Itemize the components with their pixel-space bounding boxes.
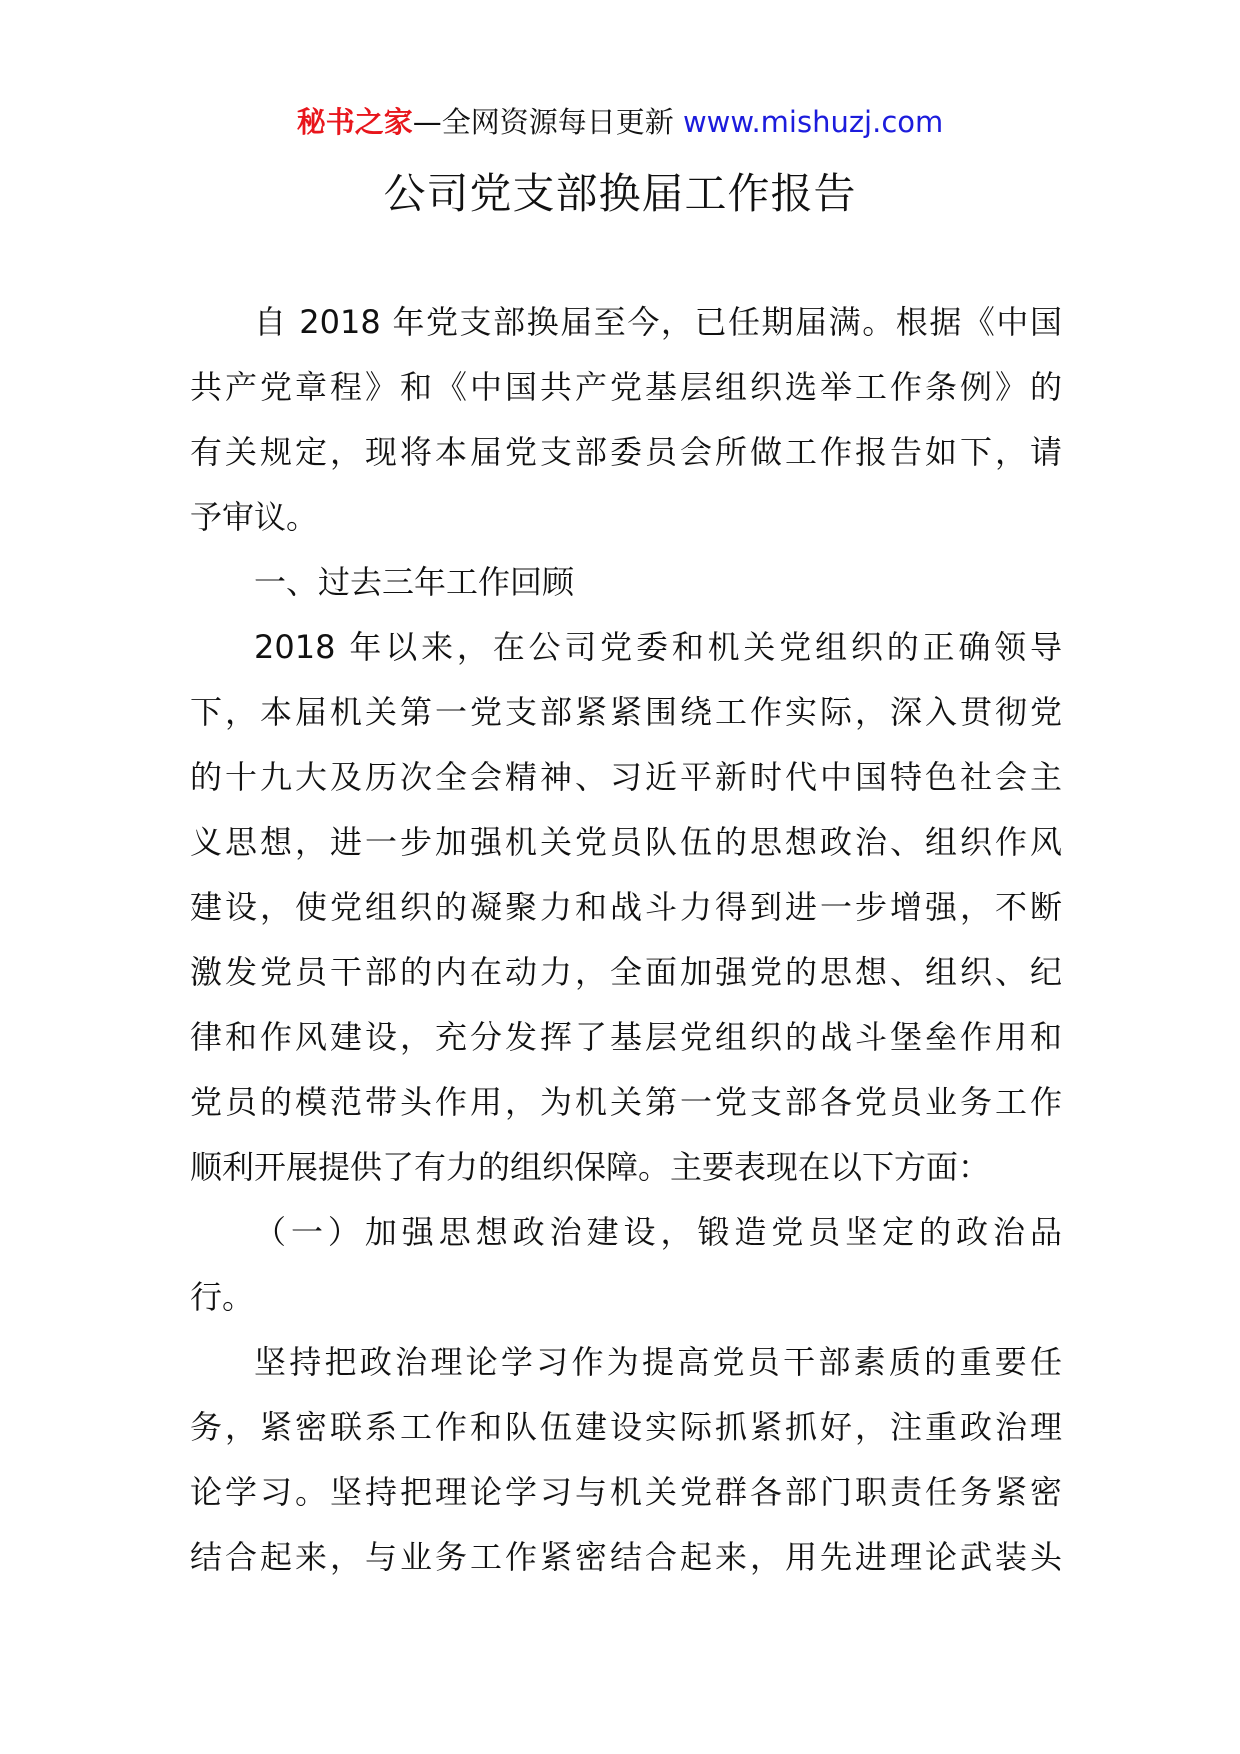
paragraph-line: 律和作风建设，充分发挥了基层党组织的战斗堡垒作用和	[190, 1018, 1062, 1056]
banner-brand: 秘书之家	[296, 105, 413, 139]
paragraph-line: 务，紧密联系工作和队伍建设实际抓紧抓好，注重政治理	[190, 1408, 1062, 1446]
paragraph-line: 予审议。	[190, 498, 319, 536]
paragraph-line: 结合起来，与业务工作紧密结合起来，用先进理论武装头	[190, 1538, 1062, 1576]
paragraph-line: 2018 年以来，在公司党委和机关党组织的正确领导	[254, 628, 1062, 666]
section-heading: 一、过去三年工作回顾	[254, 563, 575, 601]
subsection-heading-cont: 行。	[190, 1278, 255, 1316]
paragraph-line: 党员的模范带头作用，为机关第一党支部各党员业务工作	[190, 1083, 1062, 1121]
paragraph-line: 论学习。坚持把理论学习与机关党群各部门职责任务紧密	[190, 1473, 1062, 1511]
paragraph-line: 激发党员干部的内在动力，全面加强党的思想、组织、纪	[190, 953, 1062, 991]
document-body	[190, 290, 1062, 1590]
paragraph-line: 共产党章程》和《中国共产党基层组织选举工作条例》的	[190, 368, 1062, 406]
paragraph-line: 有关规定，现将本届党支部委员会所做工作报告如下，请	[190, 433, 1062, 471]
banner-slogan: —全网资源每日更新	[412, 105, 683, 139]
paragraph-line: 建设，使党组织的凝聚力和战斗力得到进一步增强，不断	[190, 888, 1062, 926]
paragraph-line: 自 2018 年党支部换届至今，已任期届满。根据《中国	[254, 303, 1062, 341]
document-title: 公司党支部换届工作报告	[383, 169, 857, 218]
paragraph-line: 的十九大及历次全会精神、习近平新时代中国特色社会主	[190, 758, 1062, 796]
subsection-heading: （一）加强思想政治建设，锻造党员坚定的政治品	[254, 1213, 1062, 1251]
banner-url-link[interactable]: www.mishuzj.com	[682, 105, 944, 139]
site-banner	[0, 102, 1240, 142]
paragraph-line: 顺利开展提供了有力的组织保障。主要表现在以下方面：	[190, 1148, 991, 1186]
paragraph-line: 义思想，进一步加强机关党员队伍的思想政治、组织作风	[190, 823, 1062, 861]
paragraph-line: 下，本届机关第一党支部紧紧围绕工作实际，深入贯彻党	[190, 693, 1062, 731]
paragraph-line: 坚持把政治理论学习作为提高党员干部素质的重要任	[254, 1343, 1062, 1381]
